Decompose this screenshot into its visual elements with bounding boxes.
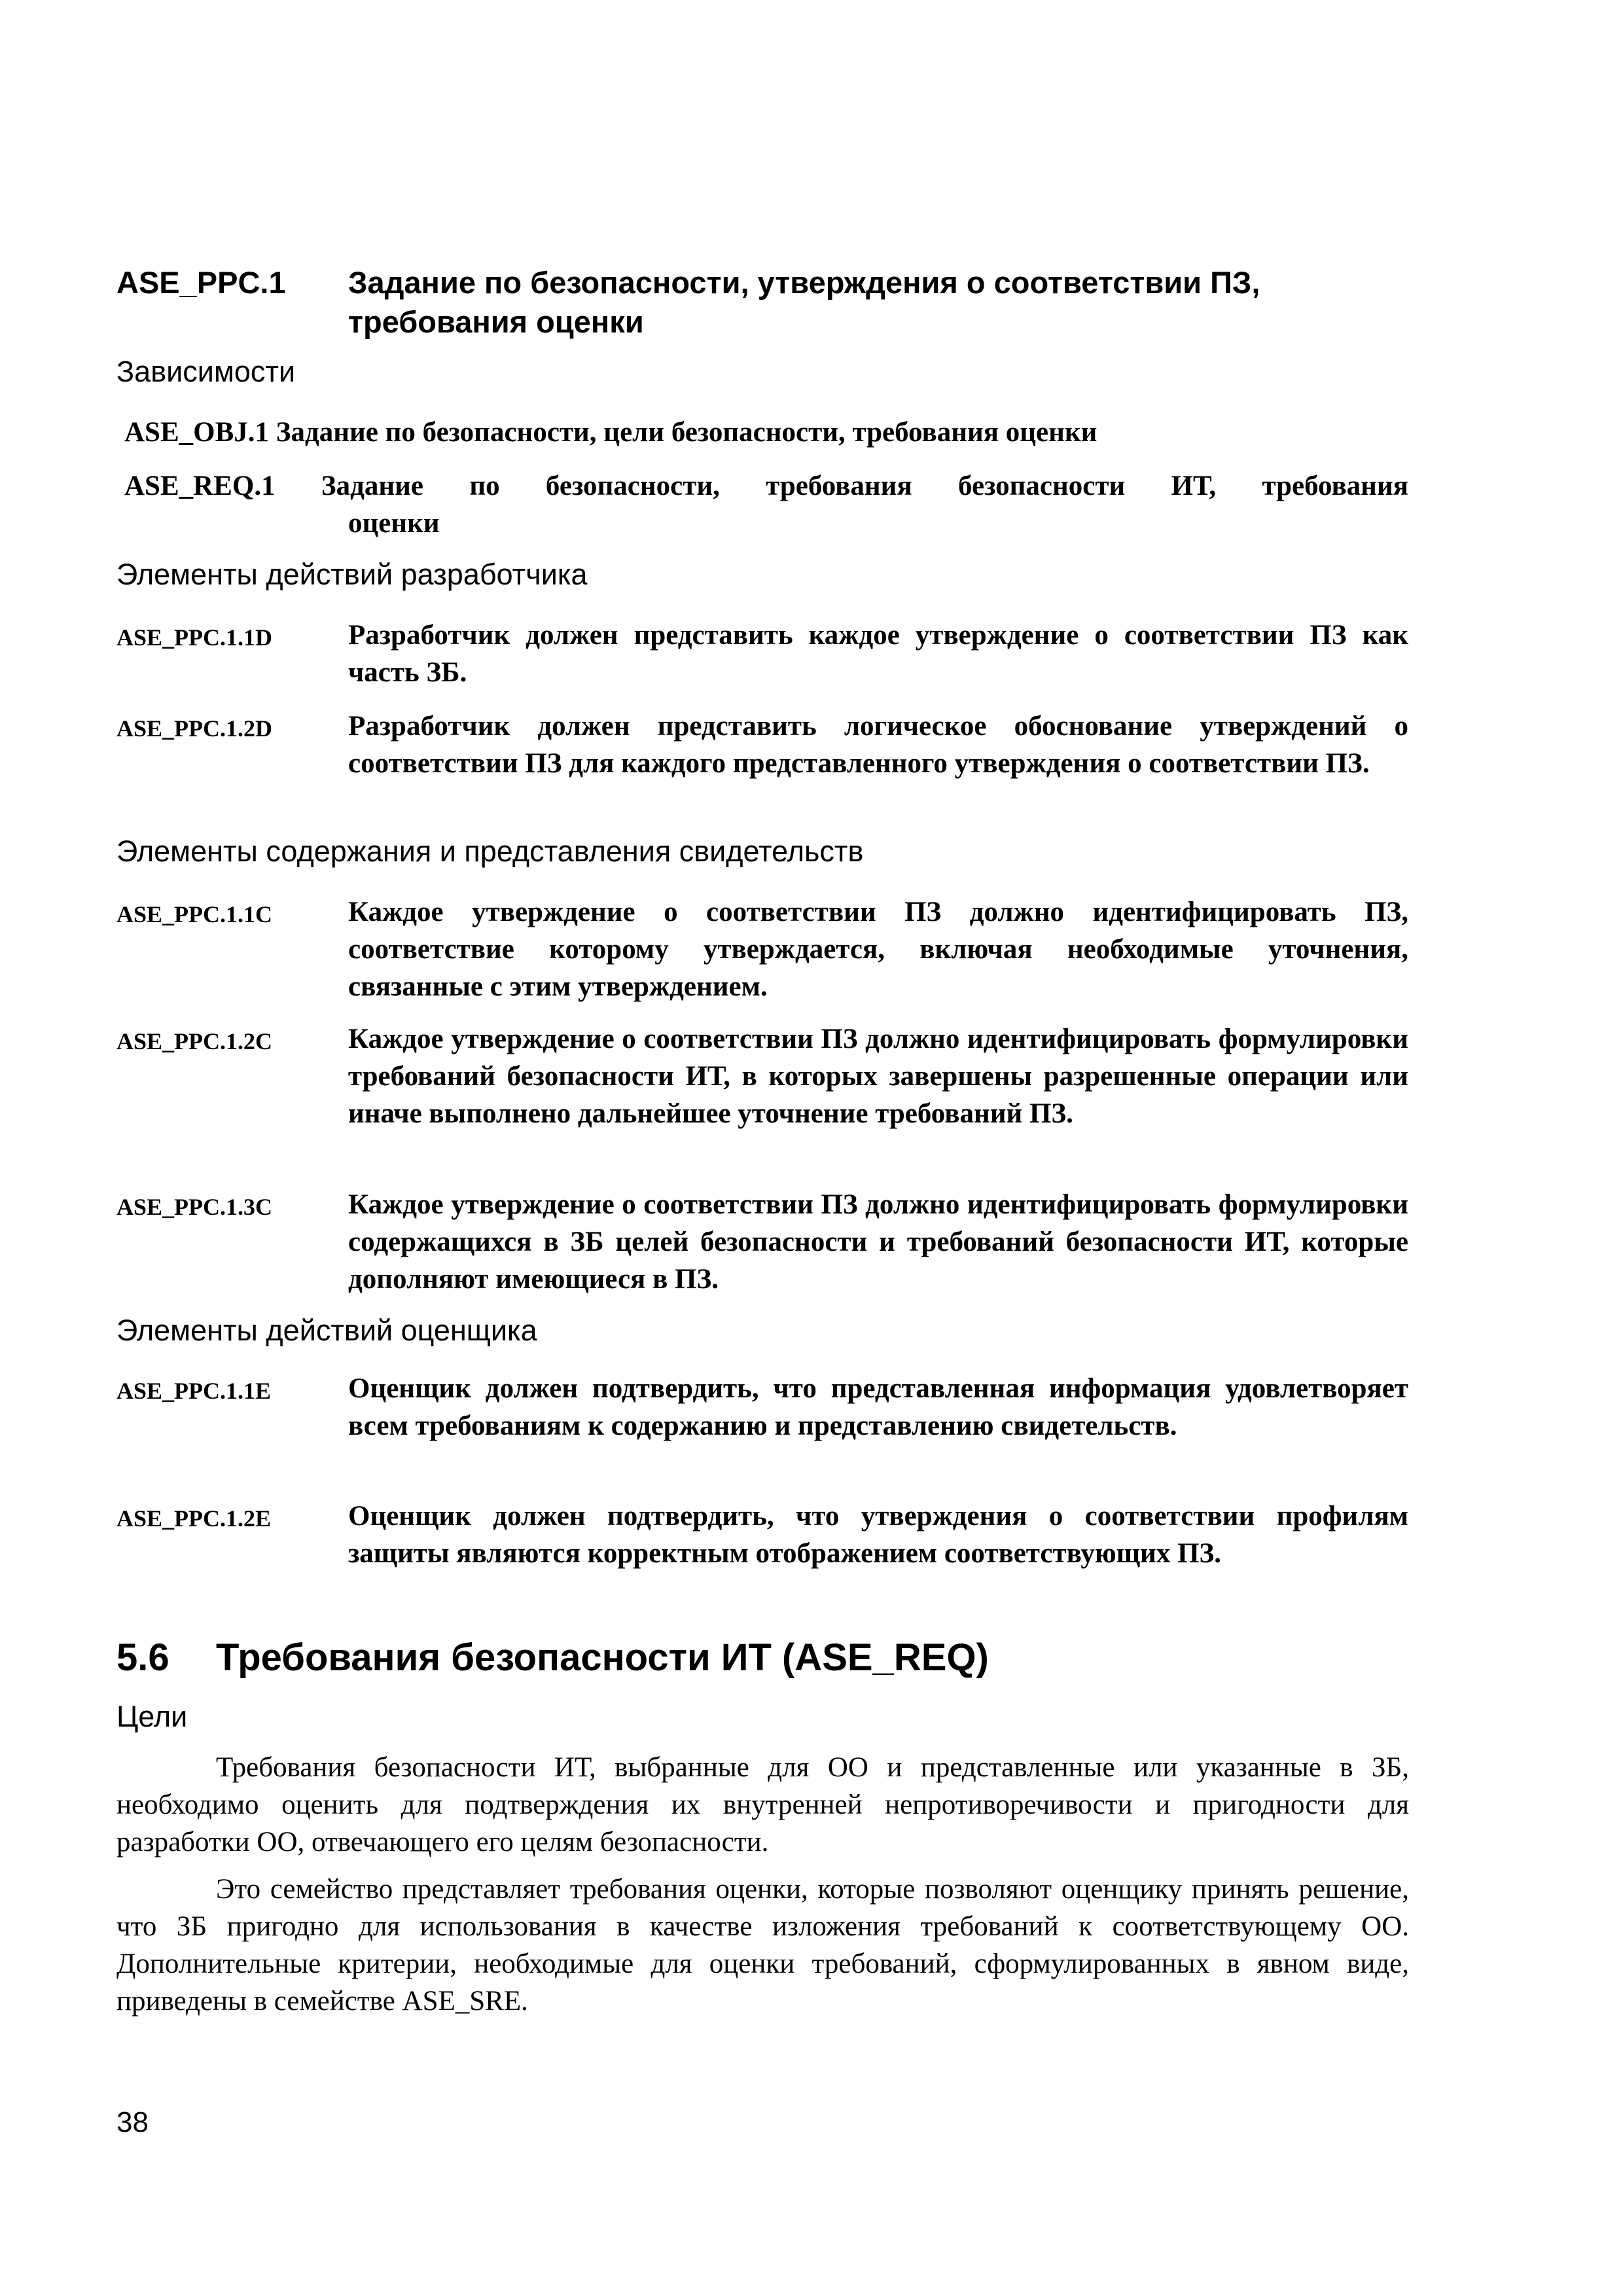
element-id: ASE_PPC.1.2D [116,715,273,742]
developer-actions-heading: Элементы действий разработчика [116,558,588,591]
body-paragraph: Это семейство представляет требования оценки, которые позволяют оценщику принять решение, что ЗБ пригодно для использования в качестве изложения требований к соответствующему ОО. Дополнительные критерии, необходимые для оценки требований, сформулированных в явном виде, приведены в семействе ASE_SRE. [116,1874,1409,2017]
dependency-item: ASE_REQ.1 Задание по безопасности, требования безопасности ИТ, требования [124,471,1408,501]
section-number: 5.6 [116,1636,169,1679]
element-text: Оценщик должен подтвердить, что представленная информация удовлетворяет всем требованиям к содержанию и представлению свидетельств. [348,1373,1408,1441]
element-text: Каждое утверждение о соответствии ПЗ должно идентифицировать формулировки содержащихся в ЗБ целей безопасности и требований безопасности ИТ, которые дополняют имеющиеся в ПЗ. [348,1189,1408,1295]
element-text: Каждое утверждение о соответствии ПЗ должно идентифицировать формулировки требований безопасности ИТ, в которых завершены разрешенные операции или иначе выполнено дальнейшее уточнение требований ПЗ. [348,1024,1408,1129]
element-id: ASE_PPC.1.1E [116,1378,272,1404]
element-id: ASE_PPC.1.2E [116,1505,272,1532]
evaluator-actions-heading: Элементы действий оценщика [116,1314,537,1347]
content-elements-heading: Элементы содержания и представления свидетельств [116,834,864,868]
section-title: Требования безопасности ИТ (ASE_REQ) [216,1636,989,1679]
element-text: Разработчик должен представить логическое обоснование утверждений о соответствии ПЗ для каждого представленного утверждения о соответствии ПЗ. [348,711,1408,779]
element-id: ASE_PPC.1.2C [116,1028,273,1054]
dependencies-heading: Зависимости [116,355,296,388]
element-id: ASE_PPC.1.1D [116,624,273,651]
element-text: Разработчик должен представить каждое утверждение о соответствии ПЗ как часть ЗБ. [348,620,1408,688]
element-id: ASE_PPC.1.1C [116,901,273,927]
element-text: Оценщик должен подтвердить, что утверждения о соответствии профилям защиты являются корректным отображением соответствующих ПЗ. [348,1501,1408,1569]
dependency-item: ASE_OBJ.1 Задание по безопасности, цели безопасности, требования оценки [124,417,1097,448]
element-text: Каждое утверждение о соответствии ПЗ должно идентифицировать ПЗ, соответствие которому утверждается, включая необходимые уточнения, связанные с этим утверждением. [348,897,1408,1002]
document-page [116,0,1416,2296]
component-title-text: Задание по безопасности, утверждения о соответствии ПЗ, требования оценки [348,265,1260,339]
dependency-item-continuation: оценки [348,508,440,539]
objectives-heading: Цели [116,1700,188,1733]
body-paragraph: Требования безопасности ИТ, выбранные для ОО и представленные или указанные в ЗБ, необходимо оценить для подтверждения их внутренней непротиворечивости и пригодности для разработки ОО, отвечающего его целям безопасности. [116,1752,1409,1857]
element-id: ASE_PPC.1.3C [116,1194,273,1220]
component-id: ASE_PPC.1 [116,265,286,300]
page-number: 38 [116,2106,149,2138]
